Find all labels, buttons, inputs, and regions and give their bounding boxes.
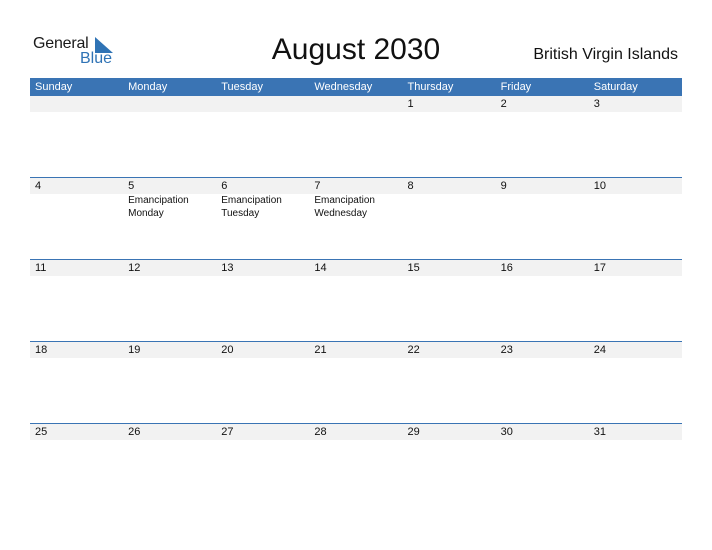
holiday-label — [30, 194, 123, 220]
weekday-label: Tuesday — [221, 81, 264, 93]
day-number: 18 — [35, 344, 48, 356]
holiday-label: Emancipation Monday — [128, 195, 189, 219]
weekday-label: Wednesday — [314, 81, 373, 93]
day-number-strip — [30, 96, 682, 112]
day-number: 25 — [35, 426, 48, 438]
day-number: 4 — [35, 180, 42, 192]
day-number: 8 — [407, 180, 414, 192]
day-number: 30 — [500, 426, 513, 438]
week-row — [30, 177, 682, 259]
day-number: 26 — [128, 426, 141, 438]
day-number: 1 — [407, 98, 414, 110]
day-number: 9 — [500, 180, 507, 192]
day-number: 22 — [407, 344, 420, 356]
week-row — [30, 341, 682, 423]
day-number: 20 — [221, 344, 234, 356]
holiday-label: Emancipation Wednesday — [314, 195, 375, 219]
logo-general-text: General — [33, 35, 89, 52]
day-number — [30, 96, 123, 112]
day-number: 11 — [35, 262, 47, 274]
day-number-strip — [30, 424, 682, 440]
day-number-strip — [30, 342, 682, 358]
day-number: 24 — [593, 344, 606, 356]
weekday-label: Thursday — [407, 81, 454, 93]
day-number-strip — [30, 260, 682, 276]
weekday-label: Sunday — [35, 81, 73, 93]
week-row — [30, 96, 682, 177]
day-number: 16 — [500, 262, 513, 274]
holiday-label — [403, 194, 496, 220]
week-row — [30, 259, 682, 341]
week-row — [30, 423, 682, 505]
day-number: 19 — [128, 344, 141, 356]
country-label: British Virgin Islands — [533, 46, 678, 63]
day-number — [216, 96, 309, 112]
day-number: 27 — [221, 426, 234, 438]
day-number: 14 — [314, 262, 327, 274]
logo-blue-text: Blue — [80, 50, 113, 67]
holiday-label — [589, 194, 682, 220]
day-number: 23 — [500, 344, 513, 356]
day-number — [123, 96, 216, 112]
day-number: 12 — [128, 262, 141, 274]
weekday-header — [30, 78, 682, 96]
day-number: 17 — [593, 262, 606, 274]
day-number: 29 — [407, 426, 420, 438]
day-number: 13 — [221, 262, 234, 274]
day-number — [309, 96, 402, 112]
weekday-label: Friday — [500, 81, 532, 93]
day-number: 31 — [593, 426, 606, 438]
day-number-strip — [30, 178, 682, 194]
day-number: 3 — [593, 98, 600, 110]
day-number: 28 — [314, 426, 327, 438]
weekday-label: Saturday — [593, 81, 638, 93]
day-number: 7 — [314, 180, 321, 192]
events-row — [30, 194, 682, 220]
day-number: 10 — [593, 180, 606, 192]
page-title: August 2030 — [271, 33, 441, 66]
day-number: 5 — [128, 180, 135, 192]
day-number: 21 — [314, 344, 327, 356]
day-number: 15 — [407, 262, 420, 274]
calendar-grid — [30, 78, 682, 505]
weeks-container — [30, 96, 682, 505]
day-number: 6 — [221, 180, 228, 192]
holiday-label: Emancipation Tuesday — [221, 195, 282, 219]
holiday-label — [496, 194, 589, 220]
weekday-label: Monday — [128, 81, 168, 93]
day-number: 2 — [500, 98, 507, 110]
